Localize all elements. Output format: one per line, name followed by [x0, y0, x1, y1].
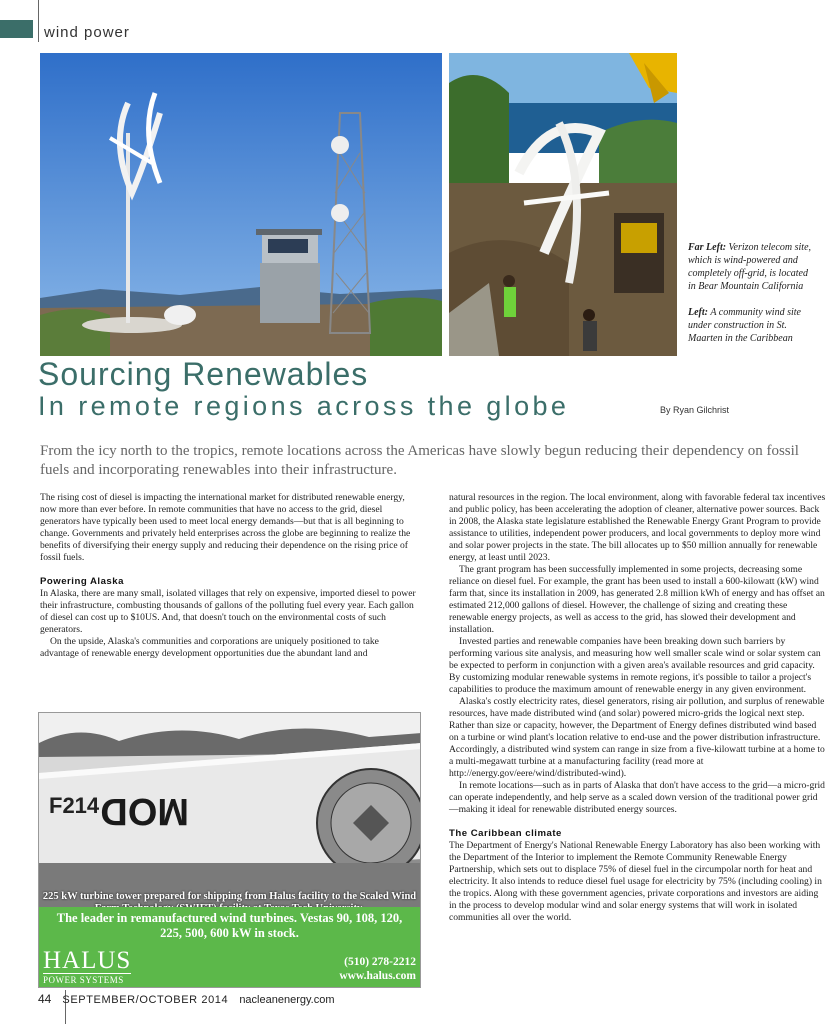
photo-telecom-site	[40, 53, 442, 356]
ad-website-link[interactable]: www.halus.com	[339, 970, 416, 982]
halus-advertisement[interactable]	[38, 712, 421, 988]
tower-marking-mod: MOD	[100, 790, 189, 832]
caption-far-left: Far Left: Verizon telecom site, which is wind-powered and completely off-grid, is located in Bear Mountain California	[688, 242, 812, 292]
paragraph: Alaska's costly electricity rates, diesel generators, rising air pollution, and surplus of renewable resources, have made distributed wind (and solar) powered micro-grids the logical next step. Rather than size or capacity, however, the Department of Energy defines distributed wind based on a turbine or wind plant's location relative to end-use and the power distribution infrastructure. Accordingly, a distributed wind system can range in size from a five-kilowatt turbine at a home to a multi-megawatt turbine at a manufacturing facility (read more at http://energy.gov/eere/wind/distributed-wind).	[449, 696, 825, 779]
paragraph: The Department of Energy's National Renewable Energy Laboratory has also been working with the Department of the Interior to implement the Remote Community Renewable Energy Partnership, which sets out to displace 75% of diesel fuel in the circumpolar north for heat and electricity. It also intends to reduce diesel fuel usage for electricity by 75% (including cooling) in the tropics. Along with these government agencies, private corporations and investors are aiding in the process to develop modular wind and solar energy systems that will work in isolated communities all over the world.	[449, 840, 822, 923]
caption-left: Left: A community wind site under construction in St. Maarten in the Caribbean	[688, 307, 801, 344]
paragraph: On the upside, Alaska's communities and corporations are uniquely positioned to take advantage of renewable energy development opportunities due the abundant land and	[40, 636, 379, 659]
paragraph: The grant program has been successfully implemented in some projects, decreasing some reliance on diesel fuel. For example, the grant has been used to install a 600-kilowatt (kW) wind farm that, since its installation in 2009, has generated 2.8 million kWh of energy and has offset an estimated 212,000 gallons of diesel. However, the challenge of sizing and creating these renewable energy projects, as well as access to the grid, has slowed their development and installation.	[449, 564, 825, 635]
issue-date: SEPTEMBER/OCTOBER 2014	[62, 994, 229, 1006]
paragraph: Invested parties and renewable companies have been breaking down such barriers by performing various site analysis, and measuring how well smaller scale wind or solar system can be expected to perform in conjunction with a given area's available resources and grid capacity. By customizing modular renewable systems in remote regions, it's possible to tailor a project's capabilities to produce the maximum amount of renewable energy in any given environment.	[449, 636, 821, 695]
ad-banner	[39, 907, 421, 988]
paragraph: natural resources in the region. The local environment, along with favorable federal tax incentives and public policy, has been accelerating the adoption of cleaner, alternative power sources. Back in 2008, the Alaska state legislature established the Renewable Energy Grant Program to provide assistance to utilities, independent power producers, and local governments to deploy more wind and solar power projects in the state. The bill allocates up to $50 million annually for renewable energy, at least until 2023.	[449, 492, 826, 563]
article-column-left	[40, 492, 417, 660]
halus-logo: HALUS POWER SYSTEMS	[43, 947, 132, 985]
photo-captions	[688, 241, 818, 358]
ad-photo-turbine-tower	[39, 713, 421, 907]
ad-contact	[339, 955, 416, 983]
paragraph: The rising cost of diesel is impacting the international market for distributed renewable energy, now more than ever before. In remote communities that have no access to the grid, diesel generators have typically been used to meet local energy demands—but that is all beginning to change. Governments and privately held enterprises across the globe are beginning to realize the benefits of diversifying their energy supply and reducing their dependence on the rising price of fossil fuels.	[40, 492, 411, 563]
page-number: 44	[38, 992, 52, 1006]
article-title: Sourcing Renewables	[38, 356, 369, 392]
footer-website: nacleanenergy.com	[239, 994, 335, 1006]
paragraph: In Alaska, there are many small, isolated villages that rely on expensive, imported diesel to power their infrastructure, combusting thousands of gallons of the polluting fuel every year. Each gallon of diesel can cost up to $10US. And, that doesn't touch on the environmental costs of such generators.	[40, 588, 416, 635]
section-heading-alaska: Powering Alaska	[40, 576, 124, 587]
ad-phone[interactable]: (510) 278-2212	[344, 956, 416, 968]
section-tab	[0, 20, 33, 38]
section-divider	[38, 0, 39, 42]
section-heading-caribbean: The Caribbean climate	[449, 828, 562, 839]
ad-tagline: The leader in remanufactured wind turbines. Vestas 90, 108, 120, 225, 500, 600 kW in stock.	[56, 911, 403, 940]
paragraph: In remote locations—such as in parts of Alaska that don't have access to the grid—a micro-grid can operate independently, and help serve as a scaled down version of the traditional power grid—making it ideal for renewable distributed energy sources.	[449, 780, 825, 815]
article-subtitle: In remote regions across the globe	[38, 391, 570, 421]
page-footer	[38, 992, 335, 1006]
section-label: wind power	[44, 24, 130, 41]
article-byline: By Ryan Gilchrist	[660, 405, 730, 415]
tower-marking-f214: F214	[49, 793, 100, 818]
photo-construction-site	[449, 53, 677, 356]
ad-photo-caption: 225 kW turbine tower prepared for shipping from Halus facility to the Scaled Wind	[42, 891, 417, 902]
article-column-right	[449, 492, 827, 924]
article-dek: From the icy north to the tropics, remote locations across the Americas have slowly begun reducing their dependency on fossil fuels and incorporating renewables into their infrastructure.	[40, 443, 799, 478]
